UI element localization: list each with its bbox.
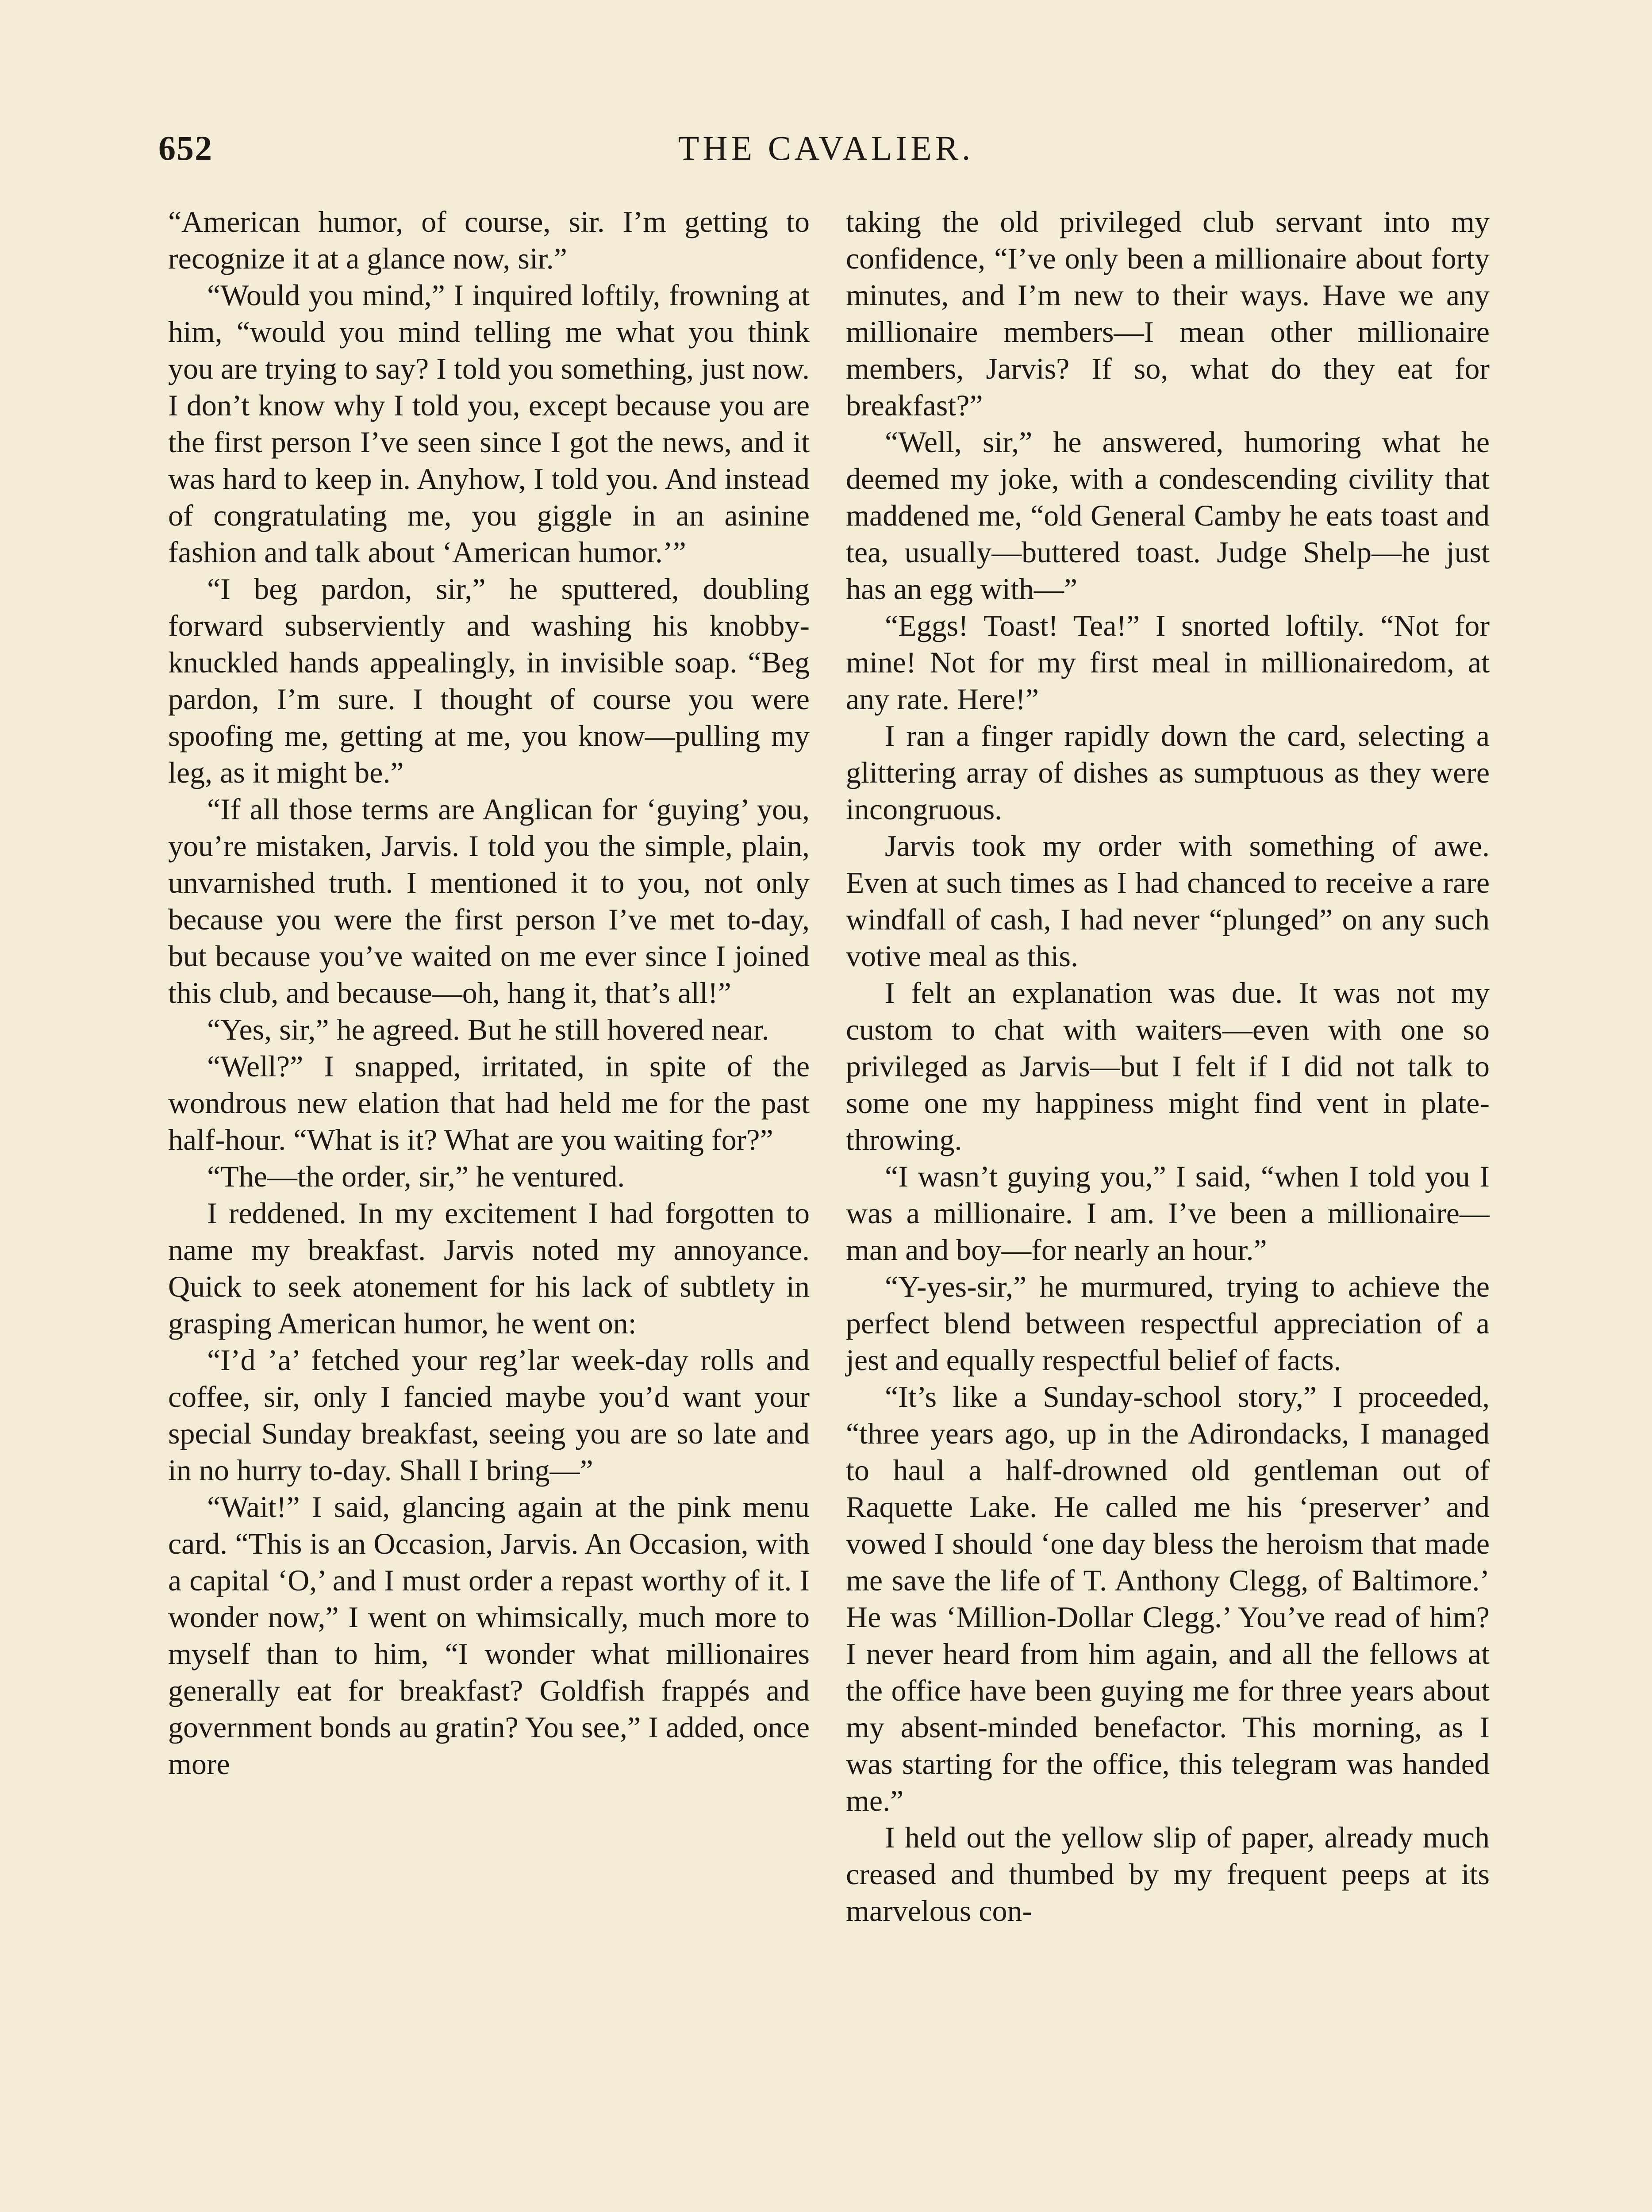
paragraph: “I beg pardon, sir,” he sputtered, doubling forward subserviently and washing his knobby-knuckled hands appealingly, in invisible soap. “Beg pardon, I’m sure. I thought of course you were spoofing me, getting at me, you know—pulling my leg, as it might be.” [168,572,810,789]
paragraph: “I wasn’t guying you,” I said, “when I told you I was a millionaire. I am. I’ve been a millionaire—man and boy—for nearly an hour.” [846,1160,1490,1267]
paragraph: “American humor, of course, sir. I’m getting to recognize it at a glance now, sir.” [168,205,810,275]
paragraph: “Yes, sir,” he agreed. But he still hovered near. [207,1013,769,1046]
paragraph: “The—the order, sir,” he ventured. [207,1160,625,1193]
paragraph: “Eggs! Toast! Tea!” I snorted loftily. “Not for mine! Not for my first meal in millionairedom, at any rate. Here!” [846,609,1490,716]
paragraph: Jarvis took my order with something of awe. Even at such times as I had chanced to receive a rare windfall of cash, I had never “plunged” on any such votive meal as this. [846,829,1490,973]
paragraph: “Y-yes-sir,” he murmured, trying to achieve the perfect blend between respectful appreciation of a jest and equally respectful belief of facts. [846,1270,1490,1377]
paragraph: “Well?” I snapped, irritated, in spite of the wondrous new elation that had held me for the past half-hour. “What is it? What are you waiting for?” [168,1049,810,1156]
paragraph: I felt an explanation was due. It was not my custom to chat with waiters—even with one so privileged as Jarvis—but I felt if I did not talk to some one my happiness might find vent in plate-throwing. [846,976,1490,1156]
right-column [846,204,1490,1929]
paragraph: “I’d ’a’ fetched your reg’lar week-day rolls and coffee, sir, only I fancied maybe you’d want your special Sunday breakfast, seeing you are so late and in no hurry to-day. Shall I bring—” [168,1343,810,1487]
paragraph: I ran a finger rapidly down the card, selecting a glittering array of dishes as sumptuous as they were incongruous. [846,719,1490,826]
paragraph: “Wait!” I said, glancing again at the pink menu card. “This is an Occasion, Jarvis. An Occasion, with a capital ‘O,’ and I must order a repast worthy of it. I wonder now,” I went on whimsically, much more to myself than to him, “I wonder what millionaires generally eat for breakfast? Goldfish frappés and government bonds au gratin? You see,” I added, once more [168,1490,810,1781]
paragraph: “It’s like a Sunday-school story,” I proceeded, “three years ago, up in the Adirondacks, I managed to haul a half-drowned old gentleman out of Raquette Lake. He called me his ‘preserver’ and vowed I should ‘one day bless the heroism that made me save the life of T. Anthony Clegg, of Baltimore.’ He was ‘Million-Dollar Clegg.’ You’ve read of him? I never heard from him again, and all the fellows at the office have been guying me for three years about my absent-minded benefactor. This morning, as I was starting for the office, this telegram was handed me.” [846,1380,1490,1817]
page-number: 652 [158,129,213,167]
paragraph: “If all those terms are Anglican for ‘guying’ you, you’re mistaken, Jarvis. I told you the simple, plain, unvarnished truth. I mentioned it to you, not only because you were the first person I’ve met to-day, but because you’ve waited on me ever since I joined this club, and because—oh, hang it, that’s all!” [168,792,810,1010]
paragraph: “Well, sir,” he answered, humoring what he deemed my joke, with a condescending civility that maddened me, “old General Camby he eats toast and tea, usually—buttered toast. Judge Shelp—he just has an egg with—” [846,425,1490,606]
left-column [168,204,810,1782]
paragraph: taking the old privileged club servant into my confidence, “I’ve only been a millionaire about forty minutes, and I’m new to their ways. Have we any millionaire members—I mean other millionaire members, Jarvis? If so, what do they eat for breakfast?” [846,205,1490,422]
running-head: THE CAVALIER. [678,129,974,167]
paragraph: “Would you mind,” I inquired loftily, frowning at him, “would you mind telling me what you think you are trying to say? I told you something, just now. I don’t know why I told you, except because you are the first person I’ve seen since I got the news, and it was hard to keep in. Anyhow, I told you. And instead of congratulating me, you giggle in an asinine fashion and talk about ‘American humor.’” [168,278,810,569]
paragraph: I held out the yellow slip of paper, already much creased and thumbed by my frequent peeps at its marvelous con- [846,1820,1490,1928]
paragraph: I reddened. In my excitement I had forgotten to name my breakfast. Jarvis noted my annoyance. Quick to seek atonement for his lack of subtlety in grasping American humor, he went on: [168,1196,810,1340]
